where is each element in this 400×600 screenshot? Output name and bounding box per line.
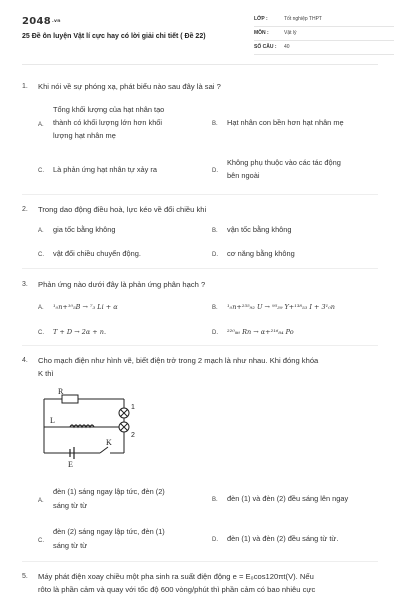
question-divider [22, 345, 378, 346]
option-text: vật đổi chiều chuyển động. [53, 249, 141, 258]
logo-text: 2048 [22, 16, 52, 27]
option-a[interactable] [38, 104, 208, 144]
option-letter: A. [38, 498, 44, 504]
option-a[interactable] [38, 486, 208, 514]
option-letter: A. [38, 228, 44, 234]
option-letter: A. [38, 305, 44, 311]
question-text-line: K thì [38, 369, 54, 378]
logo-suffix: .vn [52, 18, 61, 24]
meta-key: SỐ CÂU : [254, 44, 277, 50]
option-d[interactable] [212, 533, 392, 547]
option-b[interactable] [212, 493, 392, 507]
logo[interactable] [22, 16, 61, 27]
circuit-label-r: R [58, 387, 64, 396]
option-text-line: lượng hạt nhân mẹ [53, 131, 116, 140]
option-text: đèn (1) và đèn (2) đều sáng từ từ. [227, 534, 339, 543]
meta-value: Tốt nghiệp THPT [284, 16, 322, 22]
option-a[interactable] [38, 301, 208, 315]
option-letter: C. [38, 330, 44, 336]
resistor-r [62, 395, 78, 403]
option-text-line: thành có khối lượng lớn hơn khối [53, 118, 163, 127]
question-number: 4. [22, 357, 28, 364]
option-letter: C. [38, 538, 44, 544]
circuit-label-e: E [68, 460, 73, 467]
document-title: 25 Đề ôn luyện Vật lí cực hay có lời giải chi tiết ( Đề 22) [22, 33, 206, 40]
option-text: vận tốc bằng không [227, 225, 292, 234]
option-text: đèn (1) và đèn (2) đều sáng lên ngay [227, 494, 349, 503]
circuit-label-bulb-1: 1 [131, 404, 135, 411]
inductor-l [70, 425, 94, 427]
meta-row-count [254, 42, 394, 55]
switch-k [100, 447, 108, 453]
option-formula: T + D → 2α + n. [53, 328, 107, 336]
meta-value: Vật lý [284, 30, 297, 36]
question-divider [22, 561, 378, 562]
option-letter: A. [38, 122, 44, 128]
option-b[interactable] [212, 224, 382, 238]
meta-row-subject [254, 28, 394, 41]
option-letter: D. [212, 168, 218, 174]
question-text: Trong dao động điều hoà, lực kéo về đổi chiều khi [38, 205, 207, 214]
option-text: Là phản ứng hạt nhân tự xảy ra [53, 165, 157, 174]
meta-value: 40 [284, 44, 290, 50]
meta-key: LỚP : [254, 16, 268, 22]
option-letter: B. [212, 228, 218, 234]
option-c[interactable] [38, 248, 208, 262]
option-letter: B. [212, 121, 218, 127]
option-text-line: bên ngoài [227, 171, 260, 180]
circuit-label-bulb-2: 2 [131, 432, 135, 439]
question-divider [22, 194, 378, 195]
option-text-line: đèn (2) sáng ngay lập tức, đèn (1) [53, 527, 165, 536]
question-text [38, 570, 383, 596]
question-text: Phản ứng nào dưới đây là phản ứng phân hạch ? [38, 280, 206, 289]
option-formula: ¹₀n+²³⁵₉₂ U → ⁹⁵₃₉ Y+¹³⁸₅₃ I + 3¹₀n [227, 303, 335, 311]
option-text: gia tốc bằng không [53, 225, 116, 234]
option-letter: B. [212, 305, 218, 311]
option-letter: D. [212, 330, 218, 336]
question-divider [22, 268, 378, 269]
circuit-label-k: K [106, 438, 112, 447]
option-text-line: Không phụ thuộc vào các tác động [227, 158, 341, 167]
option-text: Hạt nhân con bền hơn hạt nhân mẹ [227, 118, 344, 127]
question-text: Khi nói về sự phóng xạ, phát biểu nào sau đây là sai ? [38, 82, 221, 91]
option-letter: D. [212, 537, 218, 543]
option-d[interactable] [212, 326, 382, 340]
option-text-line: đèn (1) sáng ngay lập tức, đèn (2) [53, 487, 165, 496]
question-text [38, 354, 378, 380]
question-number: 2. [22, 206, 28, 213]
option-b[interactable] [212, 117, 382, 131]
question-text-line: rôto là phần cảm và quay với tốc độ 600 vòng/phút thì phần cảm có bao nhiêu cực [38, 585, 316, 594]
option-c[interactable] [38, 326, 208, 340]
option-a[interactable] [38, 224, 208, 238]
circuit-label-l: L [50, 416, 55, 425]
option-formula: ²²⁰₈₆ Rn → α+²¹⁶₈₄ Po [227, 328, 294, 336]
option-d[interactable] [212, 248, 382, 262]
option-text: cơ năng bằng không [227, 249, 295, 258]
option-letter: C. [38, 168, 44, 174]
option-text-line: Tổng khối lượng của hạt nhân tạo [53, 105, 165, 114]
question-number: 5. [22, 573, 28, 580]
option-letter: D. [212, 252, 218, 258]
option-b[interactable] [212, 301, 382, 315]
option-text-line: sáng từ từ [53, 501, 88, 510]
question-text-line: Máy phát điện xoay chiều một pha sinh ra suất điện động e = E₀cos120πt(V). Nếu [38, 572, 314, 581]
option-text-line: sáng từ từ [53, 541, 88, 550]
option-letter: B. [212, 497, 218, 503]
option-c[interactable] [38, 526, 208, 554]
option-formula: ¹₀n+¹⁰₅B → ⁷₃ Li + α [53, 303, 118, 311]
option-letter: C. [38, 252, 44, 258]
question-number: 1. [22, 83, 28, 90]
circuit-diagram [40, 385, 160, 467]
meta-row-class [254, 14, 394, 27]
question-text-line: Cho mạch điện như hình vẽ, biết điện trở trong 2 mạch là như nhau. Khi đóng khóa [38, 356, 319, 365]
header-divider [22, 64, 378, 65]
option-c[interactable] [38, 164, 208, 178]
question-number: 3. [22, 281, 28, 288]
option-d[interactable] [212, 157, 382, 185]
meta-key: MÔN : [254, 30, 269, 36]
